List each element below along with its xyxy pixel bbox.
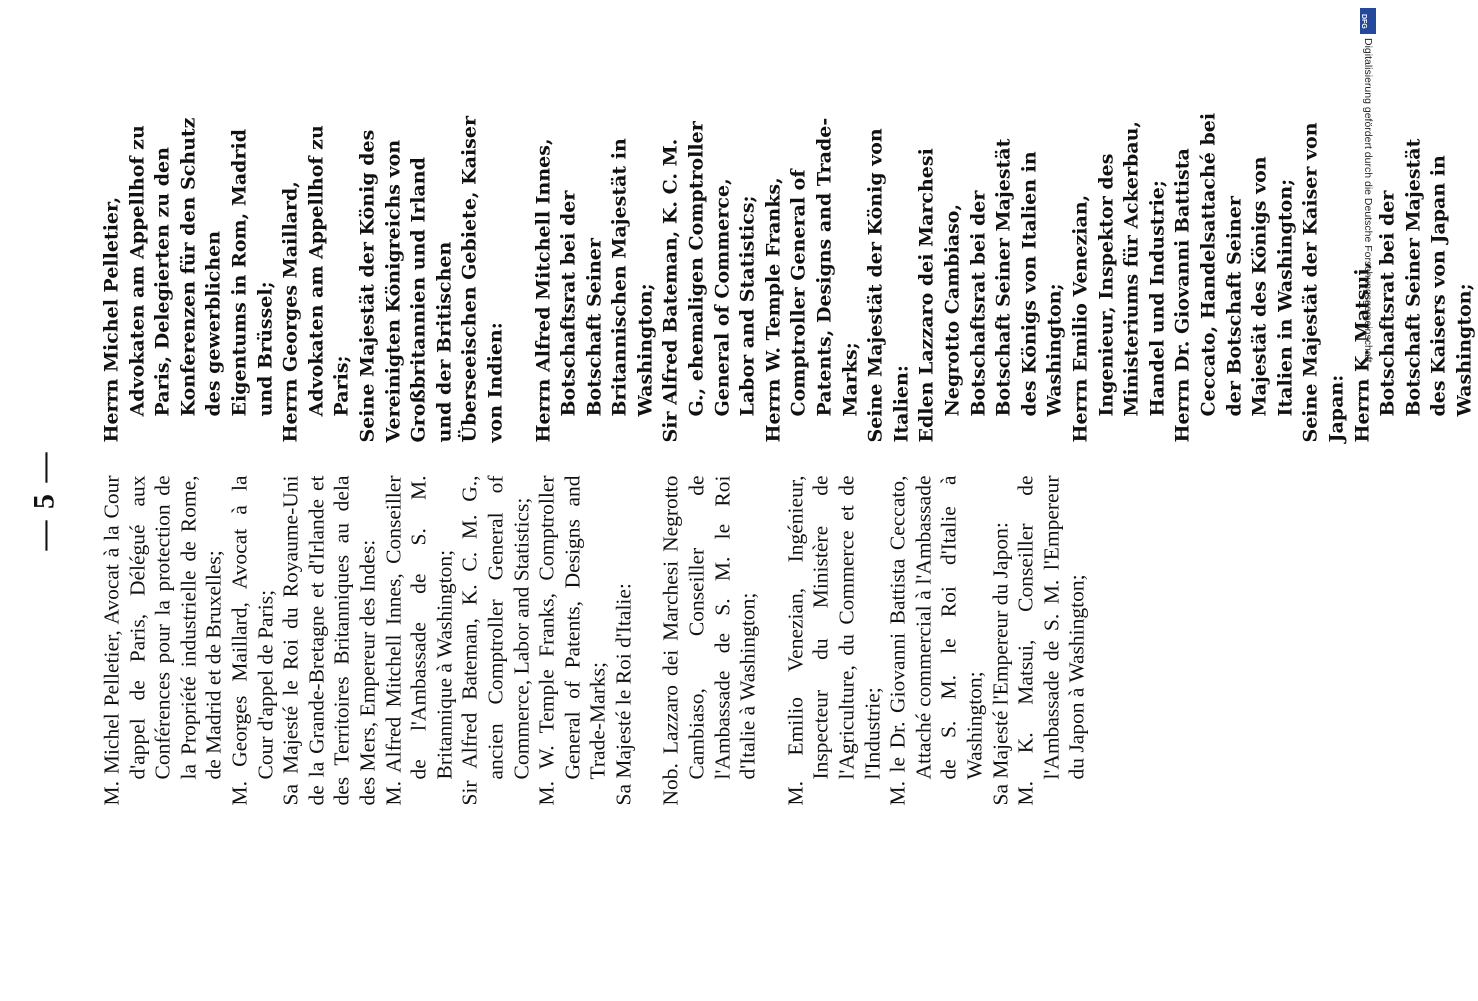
document-page [0,1,1476,1001]
entry-innes-de: Herrn Alfred Mitchell Innes, Botschaftsrat bei der Botschaft Seiner Britannischen Majestät in Washington; [532,138,657,443]
dfg-logo: DFG [1360,8,1376,34]
entry-bateman-fr: Sir Alfred Bateman, K. C. M. G., ancien Comptroller General of Commerce, Labor and Statistics; [457,475,533,806]
heading-japan-fr: Sa Majesté l'Empereur du Japon: [988,522,1013,806]
entry-pelletier-fr: M. Michel Pelletier, Avocat à la Cour d'appel de Paris, Délégué aux Conférences pour la protection de la Propriété industrielle de Rome, de Madrid et de Bruxelles; [99,475,226,806]
page-number: — 5 — [27,450,61,551]
heading-japan-de: Seine Majestät der Kaiser von Japan: [1299,122,1348,443]
heading-italy-fr: Sa Majesté le Roi d'Italie: [611,583,636,806]
heading-britain-de: Seine Majestät der König des Vereinigten Königreichs von Großbritannien und Irland und der Britischen Überseeischen Gebiete, Kaiser von Indien: [356,116,507,443]
entry-ceccato-fr: M. le Dr. Giovanni Battista Ceccato, Attaché commercial à l'Ambassade de S. M. le Roi d'Italie à Washington; [885,475,987,806]
entry-bateman-de: Sir Alfred Bateman, K. C. M. G., ehemaligen Comptroller General of Commerce, Labor and Statistics; [659,121,759,443]
credit-text: Digitalisierung gefördert durch die Deutsche Forschungsgemeinschaft - [1362,38,1374,369]
entry-venezian-fr: M. Emilio Venezian, Ingénieur, Inspecteur du Ministère de l'Agriculture, du Commerce et de l'Industrie; [783,475,885,806]
entry-ceccato-de: Herrn Dr. Giovanni Battista Ceccato, Handelsattaché bei der Botschaft Seiner Majestät des Königs von Italien in Washington; [1171,112,1297,443]
heading-italy-de: Seine Majestät der König von Italien: [864,128,913,443]
entry-negrotto-de: Edlen Lazzaro dei Marchesi Negrotto Cambiaso, Botschaftsrat bei der Botschaft Seiner Majestät des Königs von Italien in Washington; [915,138,1066,443]
entry-franks-fr: M. W. Temple Franks, Comptroller General of Patents, Designs and Trade-Marks; [534,475,610,806]
entry-pelletier-de: Herrn Michel Pelletier, Advokaten am Appellhof zu Paris, Delegierten zu den Konferenzen für den Schutz des gewerblichen Eigentums in Rom, Madrid und Brüssel; [100,117,277,443]
entry-innes-fr: M. Alfred Mitchell Innes, Conseiller de l'Ambassade de S. M. Britannique à Washington; [381,475,457,806]
entry-matsui-de: Herrn K. Matsui, Botschaftsrat bei der Botschaft Seiner Majestät des Kaisers von Japan in Washington; [1351,138,1476,443]
entry-maillard-fr: M. Georges Maillard, Avocat à la Cour d'appel de Paris; [227,475,278,806]
heading-britain-fr: Sa Majesté le Roi du Royaume-Uni de la Grande-Bretagne et d'Irlande et des Territoires Britanniques au dela des Mers, Empereur des Indes: [278,475,380,806]
entry-matsui-fr: M. K. Matsui, Conseiller de l'Ambassade de S. M. l'Empereur du Japon à Washington; [1013,475,1089,806]
entry-franks-de: Herrn W. Temple Franks, Comptroller General of Patents, Designs and Trade-Marks; [762,117,862,443]
digitization-credit [1353,0,1383,1000]
entry-maillard-de: Herrn Georges Maillard, Advokaten am Appellhof zu Paris; [279,125,353,443]
german-column [100,113,1478,443]
entry-negrotto-fr: Nob. Lazzaro dei Marchesi Negrotto Cambiaso, Conseiller de l'Ambassade de S. M. le Roi d'Italie à Washington; [658,475,760,806]
french-column [100,476,1091,806]
entry-venezian-de: Herrn Emilio Venezian, Ingenieur, Inspektor des Ministeriums für Ackerbau, Handel und Industrie; [1069,120,1169,443]
